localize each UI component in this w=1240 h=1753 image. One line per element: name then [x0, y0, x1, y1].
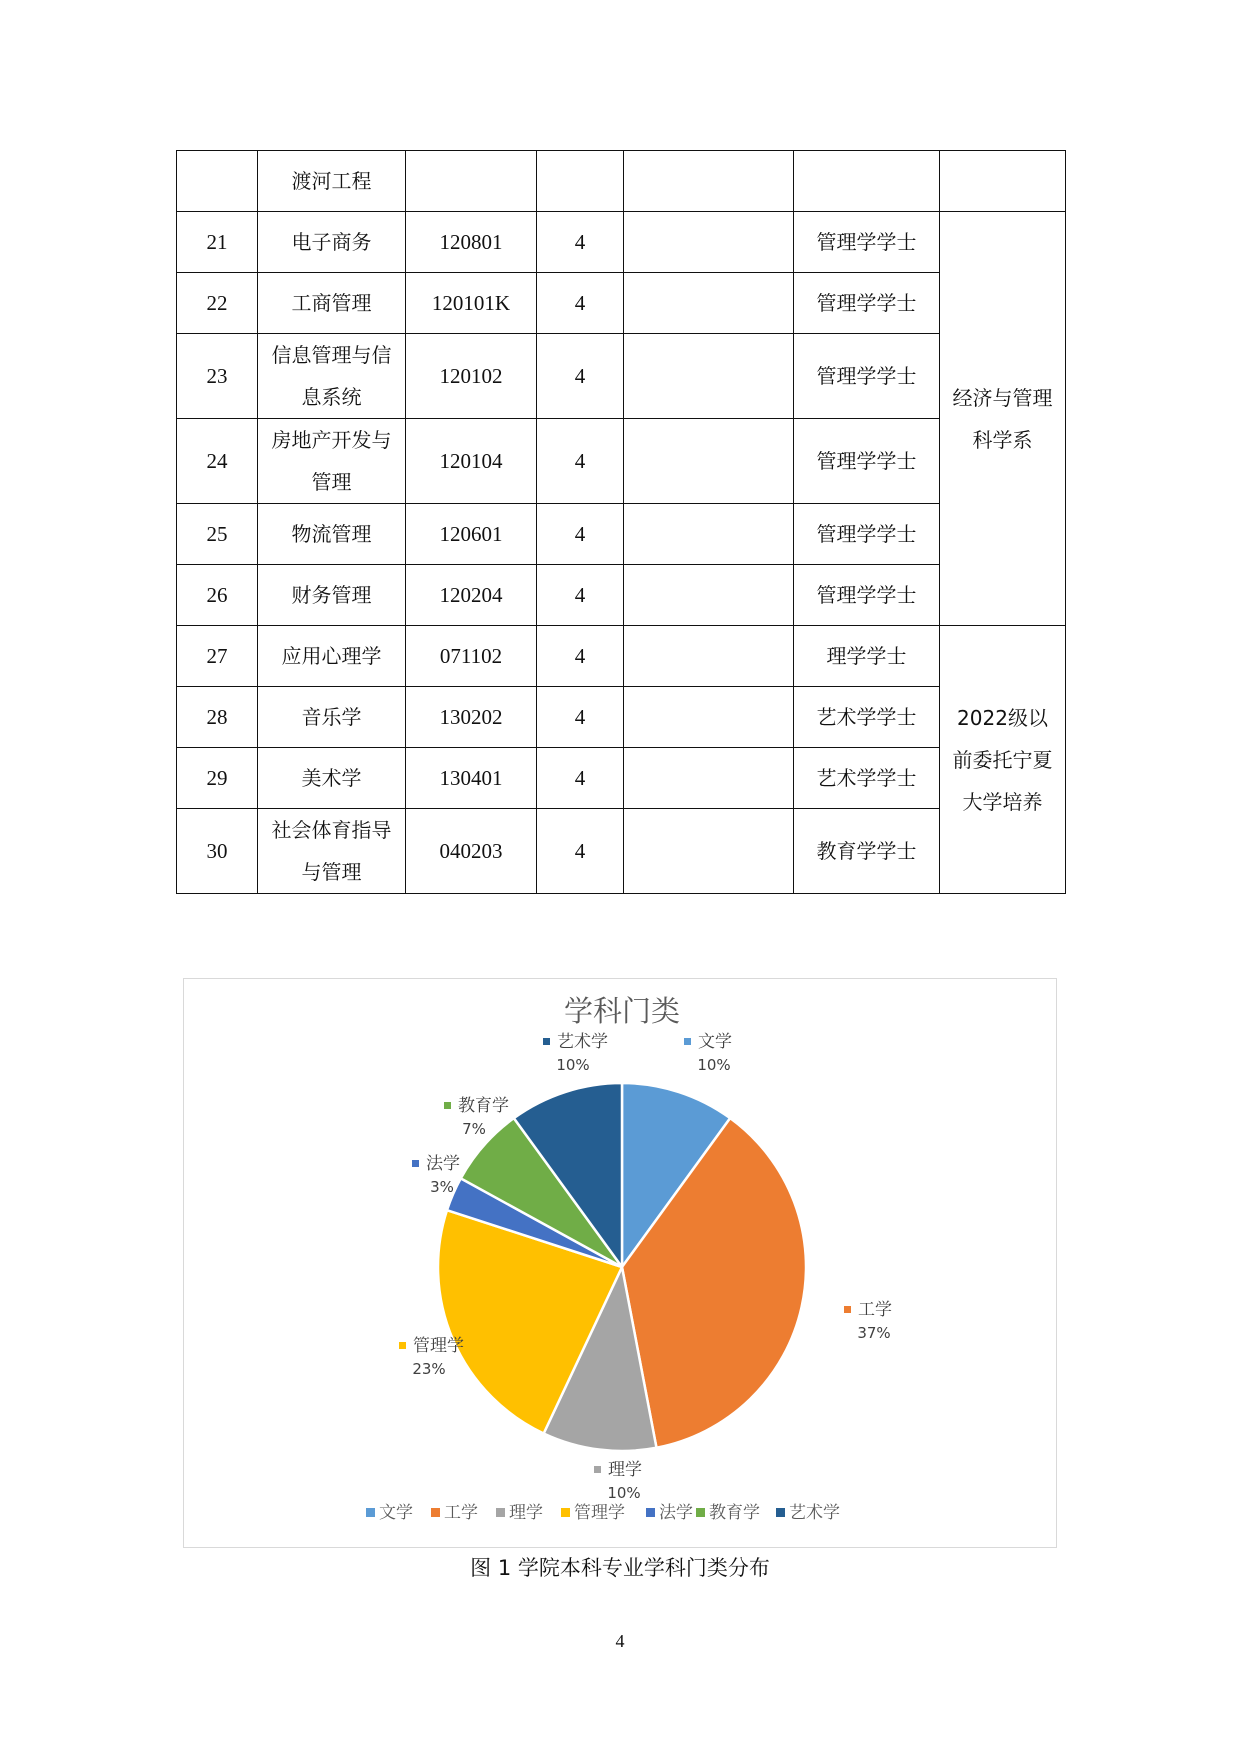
degree-type: 管理学学士	[794, 419, 940, 504]
study-years: 4	[537, 565, 624, 626]
dept-cell	[940, 151, 1066, 212]
data-label-category: 工学	[858, 1300, 892, 1320]
row-number: 25	[177, 504, 258, 565]
row-number	[177, 151, 258, 212]
degree-type: 管理学学士	[794, 212, 940, 273]
empty-cell	[624, 212, 794, 273]
study-years: 4	[537, 273, 624, 334]
row-number: 23	[177, 334, 258, 419]
study-years: 4	[537, 212, 624, 273]
legend-entry: 管理学	[574, 1503, 625, 1523]
major-name: 电子商务	[258, 212, 406, 273]
empty-cell	[624, 419, 794, 504]
major-code: 120204	[406, 565, 537, 626]
pie-chart	[183, 978, 1057, 1548]
table-row	[177, 151, 1066, 212]
data-label-marker	[684, 1038, 691, 1045]
study-years: 4	[537, 809, 624, 894]
major-name: 房地产开发与管理	[258, 419, 406, 504]
data-label-category: 管理学	[413, 1336, 464, 1356]
degree-type: 艺术学学士	[794, 687, 940, 748]
pie-chart-svg	[184, 979, 1058, 1549]
empty-cell	[624, 334, 794, 419]
degree-type: 管理学学士	[794, 334, 940, 419]
table-row	[177, 334, 1066, 419]
legend-entry: 艺术学	[789, 1503, 840, 1523]
legend-marker	[646, 1508, 655, 1517]
major-code: 071102	[406, 626, 537, 687]
data-label-value: 37%	[857, 1324, 891, 1342]
empty-cell	[624, 151, 794, 212]
data-label-value: 10%	[607, 1484, 641, 1502]
data-label-marker	[844, 1306, 851, 1313]
data-label-value: 3%	[430, 1178, 454, 1196]
study-years	[537, 151, 624, 212]
legend-entry: 工学	[444, 1503, 478, 1523]
table-row	[177, 212, 1066, 273]
row-number: 29	[177, 748, 258, 809]
major-code: 120104	[406, 419, 537, 504]
major-name: 财务管理	[258, 565, 406, 626]
major-code: 040203	[406, 809, 537, 894]
study-years: 4	[537, 419, 624, 504]
data-label-value: 23%	[412, 1360, 446, 1378]
degree-type: 管理学学士	[794, 565, 940, 626]
major-name: 信息管理与信息系统	[258, 334, 406, 419]
figure-caption: 图 1 学院本科专业学科门类分布	[470, 1556, 770, 1580]
table-row	[177, 809, 1066, 894]
major-code: 120801	[406, 212, 537, 273]
major-code	[406, 151, 537, 212]
data-label-value: 10%	[697, 1056, 731, 1074]
degree-type: 管理学学士	[794, 504, 940, 565]
empty-cell	[624, 504, 794, 565]
empty-cell	[624, 565, 794, 626]
empty-cell	[624, 809, 794, 894]
major-name: 美术学	[258, 748, 406, 809]
data-label-marker	[399, 1342, 406, 1349]
data-label-marker	[594, 1466, 601, 1473]
row-number: 27	[177, 626, 258, 687]
row-number: 21	[177, 212, 258, 273]
major-name: 渡河工程	[258, 151, 406, 212]
table-row	[177, 748, 1066, 809]
data-label-category: 法学	[426, 1154, 460, 1174]
major-name: 物流管理	[258, 504, 406, 565]
major-name: 工商管理	[258, 273, 406, 334]
table-row	[177, 565, 1066, 626]
study-years: 4	[537, 626, 624, 687]
data-label-marker	[412, 1160, 419, 1167]
legend-entry: 教育学	[709, 1503, 760, 1523]
data-label-value: 7%	[462, 1120, 486, 1138]
major-code: 130202	[406, 687, 537, 748]
data-label-marker	[444, 1102, 451, 1109]
study-years: 4	[537, 504, 624, 565]
legend-marker	[696, 1508, 705, 1517]
study-years: 4	[537, 334, 624, 419]
chart-title: 学科门类	[563, 994, 681, 1028]
data-label-marker	[543, 1038, 550, 1045]
legend-marker	[496, 1508, 505, 1517]
row-number: 28	[177, 687, 258, 748]
major-name: 音乐学	[258, 687, 406, 748]
degree-type: 艺术学学士	[794, 748, 940, 809]
legend-marker	[431, 1508, 440, 1517]
empty-cell	[624, 273, 794, 334]
study-years: 4	[537, 687, 624, 748]
legend-entry: 理学	[509, 1503, 543, 1523]
data-label-value: 10%	[556, 1056, 590, 1074]
row-number: 24	[177, 419, 258, 504]
major-code: 120102	[406, 334, 537, 419]
row-number: 30	[177, 809, 258, 894]
data-label-category: 理学	[608, 1460, 642, 1480]
degree-type: 理学学士	[794, 626, 940, 687]
page-number: 4	[615, 1631, 625, 1651]
department-group: 2022级以前委托宁夏大学培养	[940, 626, 1066, 894]
row-number: 26	[177, 565, 258, 626]
data-label-category: 艺术学	[557, 1032, 608, 1052]
data-label-category: 教育学	[458, 1096, 509, 1116]
table-row	[177, 687, 1066, 748]
data-label-category: 文学	[698, 1032, 732, 1052]
major-code: 130401	[406, 748, 537, 809]
degree-type: 管理学学士	[794, 273, 940, 334]
empty-cell	[624, 626, 794, 687]
legend-marker	[561, 1508, 570, 1517]
major-code: 120601	[406, 504, 537, 565]
major-code: 120101K	[406, 273, 537, 334]
study-years: 4	[537, 748, 624, 809]
legend-entry: 法学	[659, 1503, 693, 1523]
major-name: 社会体育指导与管理	[258, 809, 406, 894]
legend-entry: 文学	[379, 1503, 413, 1523]
major-name: 应用心理学	[258, 626, 406, 687]
department-group: 经济与管理科学系	[940, 212, 1066, 626]
legend-marker	[776, 1508, 785, 1517]
table-row	[177, 273, 1066, 334]
majors-table	[176, 150, 1066, 894]
empty-cell	[624, 748, 794, 809]
table-row	[177, 626, 1066, 687]
empty-cell	[624, 687, 794, 748]
table-row	[177, 419, 1066, 504]
legend-marker	[366, 1508, 375, 1517]
degree-type: 教育学学士	[794, 809, 940, 894]
table-row	[177, 504, 1066, 565]
degree-type	[794, 151, 940, 212]
row-number: 22	[177, 273, 258, 334]
